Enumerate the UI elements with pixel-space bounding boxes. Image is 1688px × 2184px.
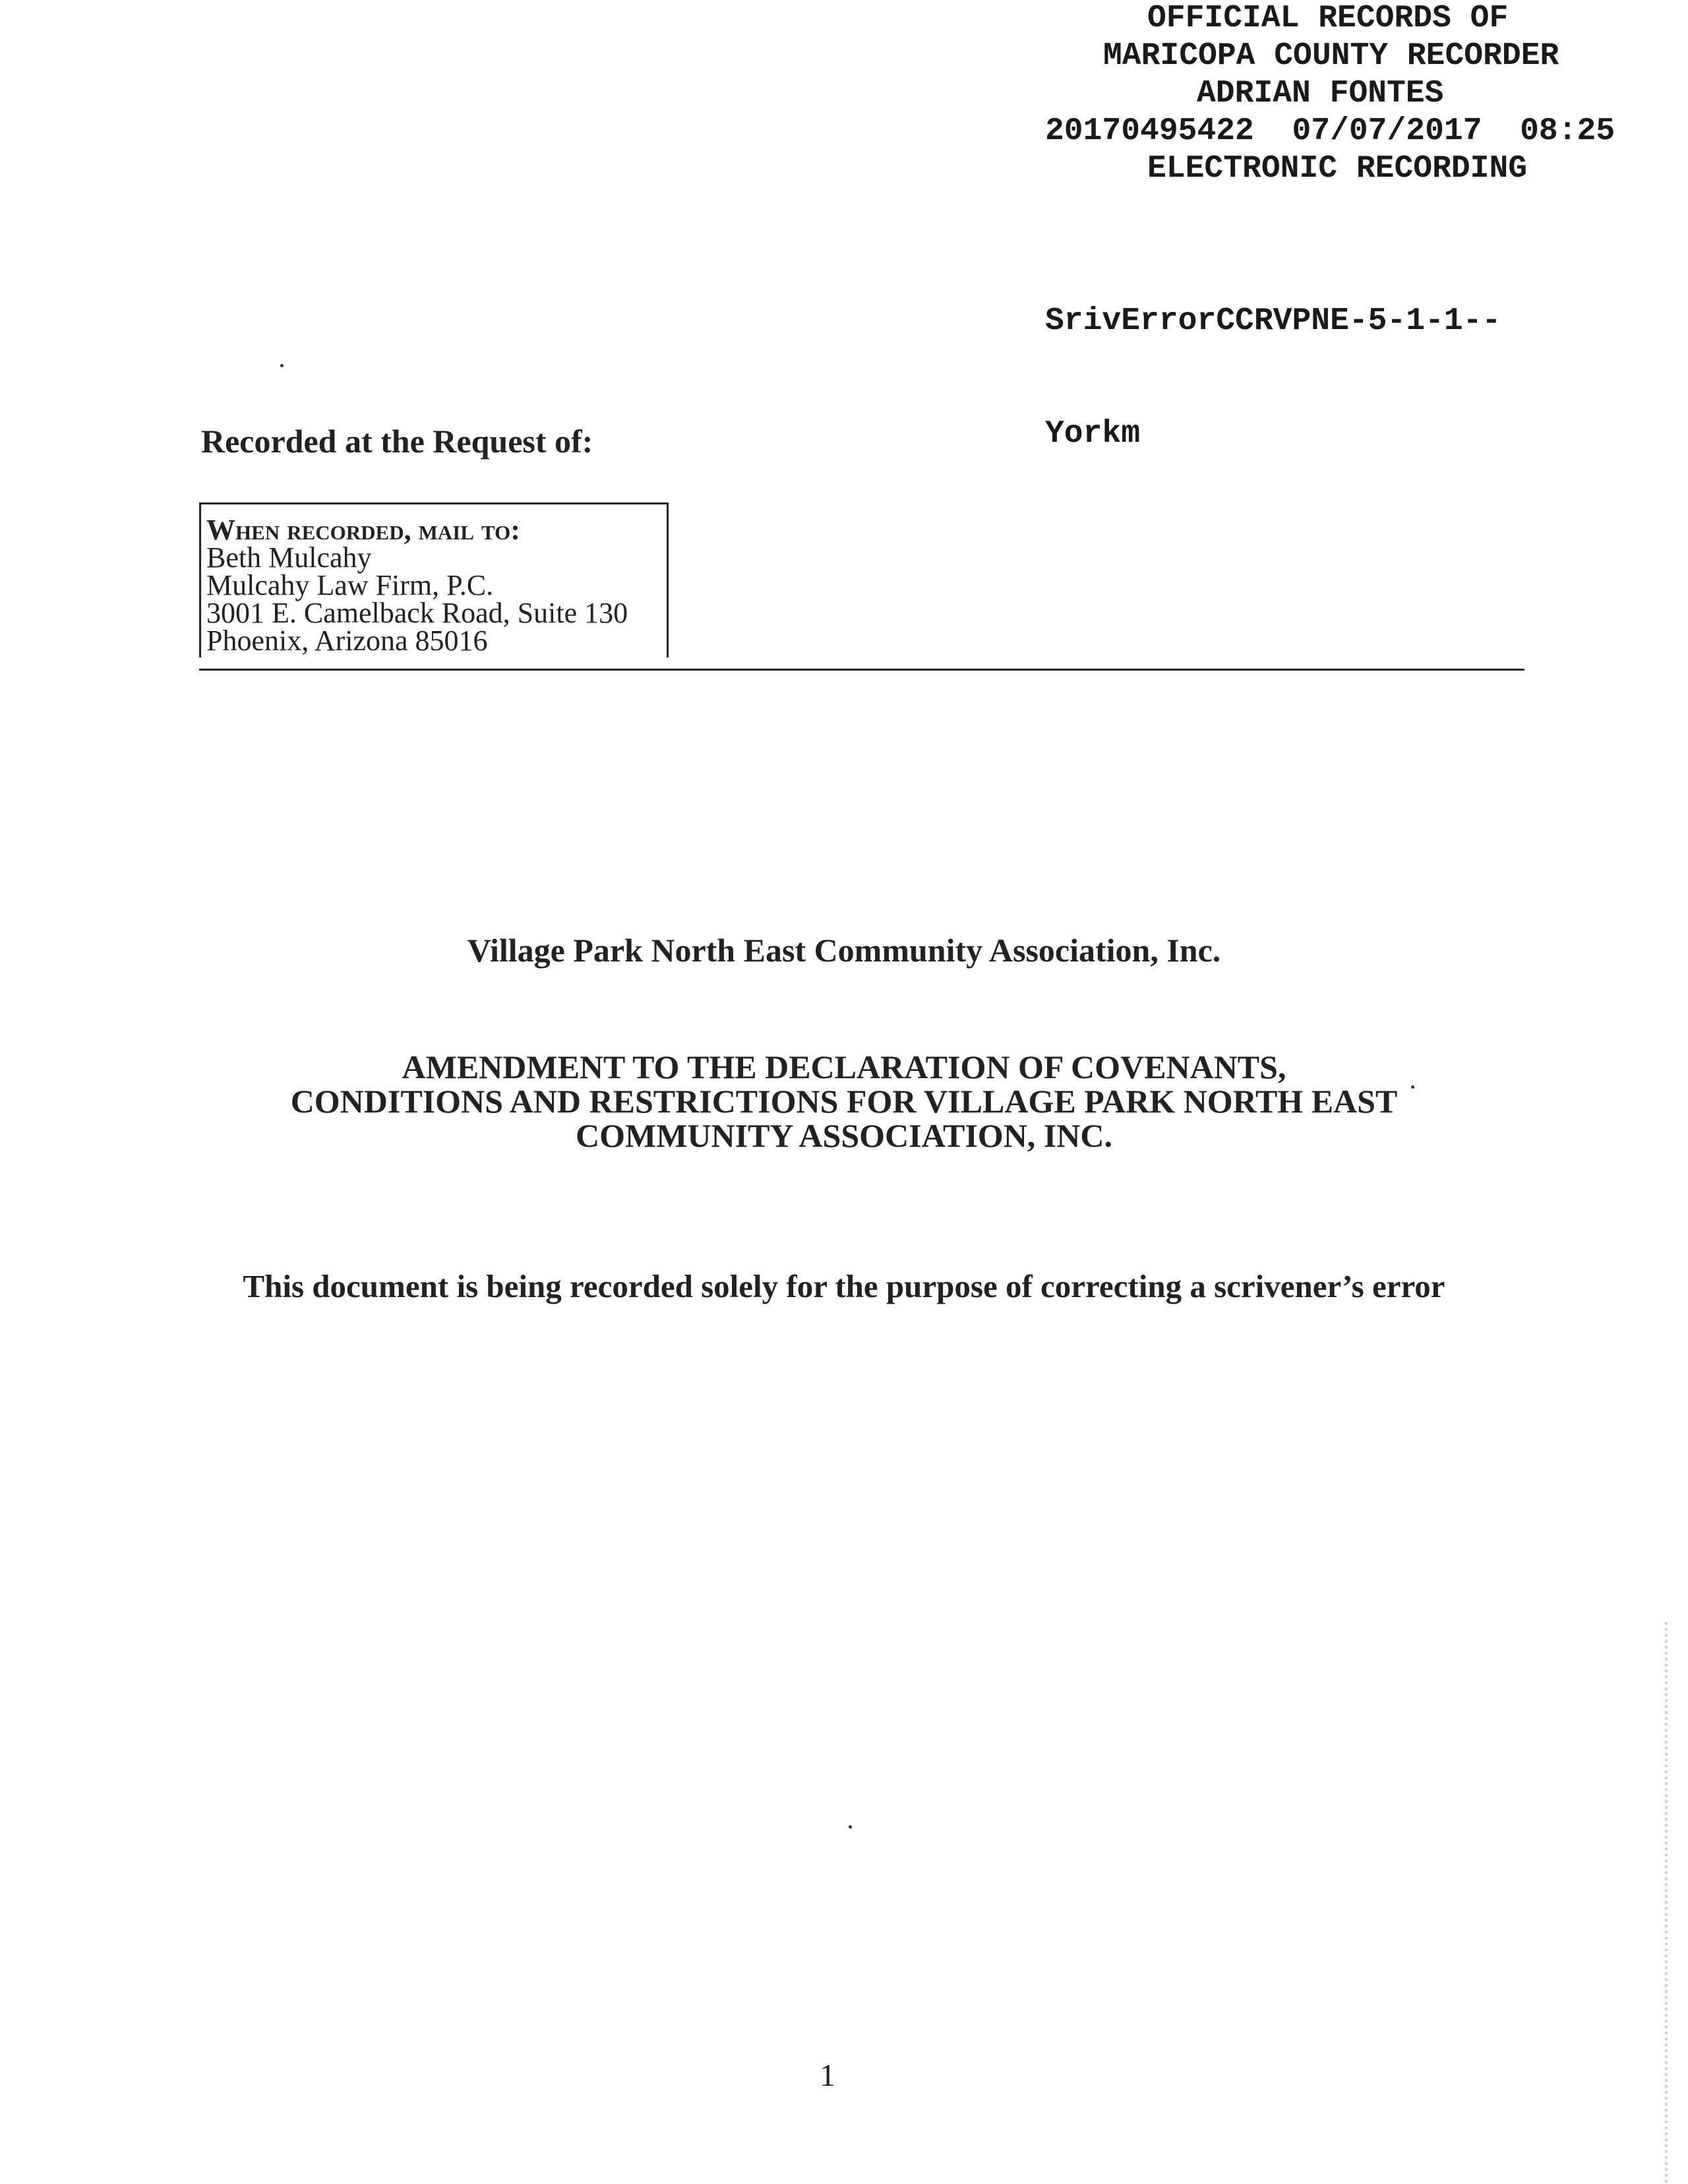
- amendment-title-line-3: COMMUNITY ASSOCIATION, INC.: [576, 1117, 1112, 1154]
- stamp-line-official-records: OFFICIAL RECORDS OF: [1147, 1, 1509, 36]
- recorder-stamp: [1045, 0, 1639, 188]
- mail-to-firm: Mulcahy Law Firm, P.C.: [206, 569, 494, 601]
- header-divider: [199, 669, 1524, 671]
- scan-speck: [280, 364, 284, 367]
- stamp-line-electronic-recording: ELECTRONIC RECORDING: [1147, 151, 1528, 187]
- scan-speck: [1411, 1085, 1414, 1089]
- stamp-line-county-recorder: MARICOPA COUNTY RECORDER: [1103, 38, 1559, 74]
- scan-edge-artifact: [1665, 1622, 1668, 2183]
- scan-speck: [849, 1825, 852, 1829]
- mail-to-city: Phoenix, Arizona 85016: [206, 624, 488, 657]
- recording-code-line-2: Yorkm: [1045, 416, 1141, 452]
- organization-name: Village Park North East Community Association, Inc.: [467, 932, 1221, 969]
- amendment-title-line-2: CONDITIONS AND RESTRICTIONS FOR VILLAGE PARK NORTH EAST: [290, 1083, 1398, 1120]
- page-number: 1: [820, 2058, 835, 2093]
- mail-to-heading: When recorded, mail to:: [206, 514, 520, 546]
- stamp-line-recorder-name: ADRIAN FONTES: [1197, 76, 1444, 111]
- recording-code: [1045, 228, 1501, 528]
- stamp-line-record-number-date: 20170495422 07/07/2017 08:25: [1045, 113, 1615, 149]
- mail-to-box: [199, 502, 669, 657]
- request-heading: Recorded at the Request of:: [201, 423, 593, 460]
- amendment-title: [264, 1050, 1424, 1153]
- mail-to-street: 3001 E. Camelback Road, Suite 130: [206, 597, 628, 629]
- purpose-statement: This document is being recorded solely for the purpose of correcting a scrivener’s error: [243, 1268, 1445, 1304]
- recording-code-line-1: SrivErrorCCRVPNE-5-1-1--: [1045, 303, 1501, 339]
- mail-to-name: Beth Mulcahy: [206, 541, 372, 574]
- amendment-title-line-1: AMENDMENT TO THE DECLARATION OF COVENANTS,: [402, 1048, 1286, 1085]
